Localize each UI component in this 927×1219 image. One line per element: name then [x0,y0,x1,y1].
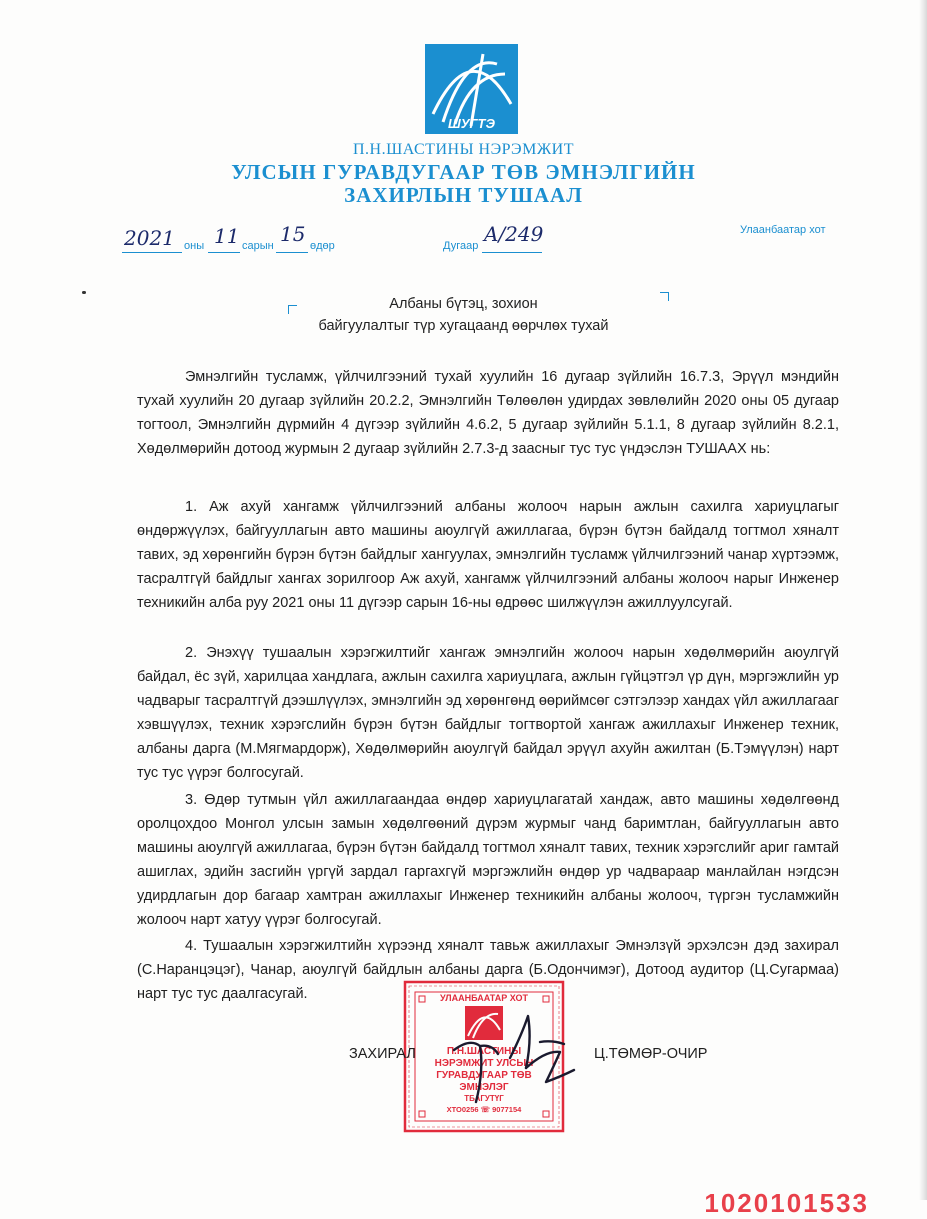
number-value: A/249 [484,222,544,246]
stamp-footer: ХТО0256 ☏ 9077154 [446,1105,522,1114]
year-label: оны [184,240,205,252]
order-item-2-text: 2. Энэхүү тушаалын хэрэгжилтийг хангаж эмнэлгийн жолооч нарын хөдөлмөрийн аюулгүй байдал, ёс зүй, харилцаа хандлага, ажлын сахилга хариуцлага, ажлын гүйцэтгэл үр дүн, мэргэжлийн ур чадварыг тасралтгүй дээшлүүлэх, эмнэлгийн эд хөрөнгөнд өөриймсөг сэтгэлээр хандах үйл ажиллагааг хэвшүүлэх, техник хэрэгслийн бүрэн бүтэн байдлыг тогтвортой хангаж ажиллахыг Инженер техник, албаны дарга (М.Мягмардорж), Хөдөлмөрийн аюулгүй байдал эрүүл ахуйн ажилтан (Б.Тэмүүлэн) нарт тус тус үүрэг болгосугай. [137,645,839,781]
order-item-2 [137,641,839,785]
stamp-line2: НЭРЭМЖИТ УЛСЫН [434,1058,534,1069]
stamp-line4: ЭМНЭЛЭГ [459,1082,509,1093]
org-name-line2: УЛСЫН ГУРАВДУГААР ТӨВ ЭМНЭЛГИЙН [231,160,696,184]
order-item-3 [137,788,839,932]
stamp-line3: ГУРАВДУГААР ТӨВ [436,1070,532,1081]
org-name-line1: П.Н.ШАСТИНЫ НЭРЭМЖИТ [353,141,574,158]
signatory-title: ЗАХИРАЛ [349,1046,416,1062]
year-value: 2021 [124,226,175,250]
day-value: 15 [280,222,306,246]
signatory-name: Ц.ТӨМӨР-ОЧИР [594,1046,708,1062]
stamp-line5: ТБАГУТҮГ [464,1094,504,1103]
subject-line1: Албаны бүтэц, зохион [389,296,538,312]
scan-speck [82,291,86,294]
number-label: Дугаар [443,240,479,252]
stamp-city: УЛААНБААТАР ХОТ [440,993,528,1003]
month-value: 11 [214,224,240,248]
hospital-logo [425,44,518,134]
order-item-4-text: 4. Тушаалын хэрэгжилтийн хүрээнд хяналт тавьж ажиллахыг Эмнэлзүй эрхэлсэн дэд захирал (С.Наранцэцэг), Чанар, аюулгүй байдлын албаны дарга (Б.Одончимэг), Дотоод аудитор (Ц.Сугармаа) нарт тус тус даалгасугай. [137,938,839,1002]
preamble-paragraph [137,365,839,461]
subject-line2: байгуулалтыг түр хугацаанд өөрчлөх тухай [318,318,609,334]
handwritten-signature [440,1010,580,1110]
order-item-1-text: 1. Аж ахуй хангамж үйлчилгээний албаны жолооч нарын ажлын сахилга хариуцлагыг өндөржүүлэх, байгууллагын авто машины аюулгүй ажиллагаа, бүрэн бүтэн байдалд тогтмол хяналт тавих, эд хөрөнгийн бүрэн бүтэн байдлыг хангуулах, эмнэлгийн тусламж үйлчилгээний чанар хүртээмж, тасралтгүй байдлыг хангах зорилгоор Аж ахуй, хангамж үйлчилгээний албаны жолооч нарыг Инженер техникийн алба руу 2021 оны 11 дүгээр сарын 16-ны өдрөөс шилжүүлэн ажиллуулсугай. [137,499,839,611]
day-label: өдөр [310,240,335,252]
stamp-line1: П.Н.ШАСТИНЫ [446,1046,522,1057]
order-item-1 [137,495,839,615]
city-label: Улаанбаатар хот [740,224,826,236]
logo-text: ШУГТЭ [448,116,495,131]
order-item-3-text: 3. Өдөр тутмын үйл ажиллагаандаа өндөр хариуцлагатай хандаж, авто машины хөдөлгөөнд оролцохдоо Монгол улсын замын хөдөлгөөний дүрэм журмыг чанд баримтлан, байгууллагын авто машины аюулгүй ажиллагаа, бүрэн бүтэн байдалд тогтмол хяналт тавих, техник хэрэгслийг ариг гамтай ашиглах, эдийн засгийн үргүй зардал гаргахгүй мэргэжлийн өндөр ур чадвараар манлайлан нэгдсэн удирдлагын дор багаар хамтран ажиллахыг Инженер техникийн албаны жолооч, түргэн тусламжийн жолооч нарт хатуу үүрэг болгосугай. [137,792,839,928]
month-label: сарын [242,240,274,252]
document-type: ЗАХИРЛЫН ТУШААЛ [344,183,583,207]
preamble-text: Эмнэлгийн тусламж, үйлчилгээний тухай хуулийн 16 дугаар зүйлийн 16.7.3, Эрүүл мэндийн тухай хуулийн 20 дугаар зүйлийн 20.2.2, Эмнэлгийн Төлөөлөн удирдах зөвлөлийн 2020 оны 05 дугаар тогтоол, Эмнэлгийн дүрмийн 4 дүгээр зүйлийн 4.6.2, 5 дугаар зүйлийн 5.1.1, 8 дугаар зүйлийн 8.2.1, Хөдөлмөрийн дотоод журмын 2 дугаар зүйлийн 2.7.3-д заасныг тус тус үндэслэн ТУШААХ нь: [137,369,839,457]
date-row [120,222,840,258]
registration-number: 1020101533 [704,1188,869,1218]
